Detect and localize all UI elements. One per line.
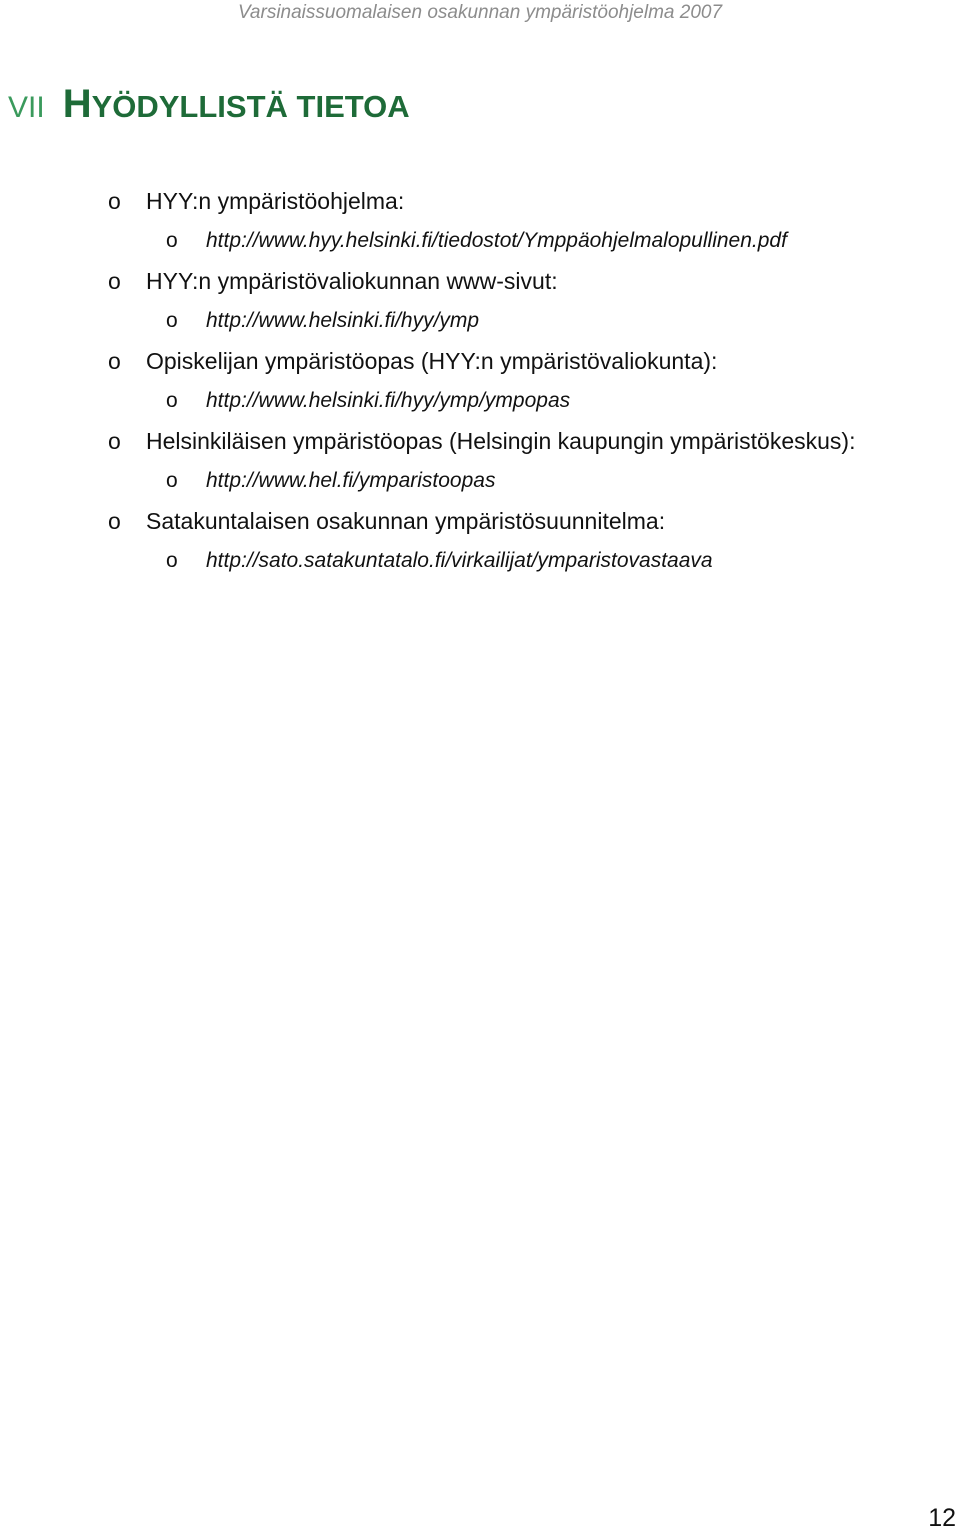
item-label: Helsinkiläisen ympäristöopas (Helsingin kaupungin ympäristökeskus): [146,428,856,454]
list-item [0,181,960,261]
list-item [0,501,960,581]
list-item [0,261,960,341]
item-link[interactable]: http://www.helsinki.fi/hyy/ymp/ympopas [206,389,571,412]
item-label: HYY:n ympäristöohjelma: [146,188,405,214]
bullet-icon: o [108,508,121,534]
section-title-rest: YÖDYLLISTÄ TIETOA [91,89,410,124]
sub-bullet-icon: o [166,309,178,332]
resource-list [0,181,960,581]
item-link[interactable]: http://sato.satakuntatalo.fi/virkailijat/ymparistovastaava [206,549,713,572]
bullet-icon: o [108,428,121,454]
section-heading [8,84,410,124]
item-label: Satakuntalaisen osakunnan ympäristösuunnitelma: [146,508,666,534]
item-link[interactable]: http://www.helsinki.fi/hyy/ymp [206,309,480,332]
bullet-icon: o [108,268,121,294]
item-label: HYY:n ympäristövaliokunnan www-sivut: [146,268,558,294]
section-number: VII [8,91,45,124]
bullet-icon: o [108,348,121,374]
list-item [0,421,960,501]
bullet-icon: o [108,188,121,214]
list-item [0,341,960,421]
page-number: 12 [928,1504,956,1532]
running-header: Varsinaissuomalaisen osakunnan ympäristöohjelma 2007 [237,2,723,23]
item-link[interactable]: http://www.hel.fi/ymparistoopas [206,469,496,492]
sub-bullet-icon: o [166,549,178,572]
sub-bullet-icon: o [166,229,178,252]
section-title-initial: H [62,82,92,126]
sub-bullet-icon: o [166,389,178,412]
sub-bullet-icon: o [166,469,178,492]
item-label: Opiskelijan ympäristöopas (HYY:n ympäristövaliokunta): [146,348,718,374]
item-link[interactable]: http://www.hyy.helsinki.fi/tiedostot/Ymppäohjelmalopullinen.pdf [206,229,787,252]
